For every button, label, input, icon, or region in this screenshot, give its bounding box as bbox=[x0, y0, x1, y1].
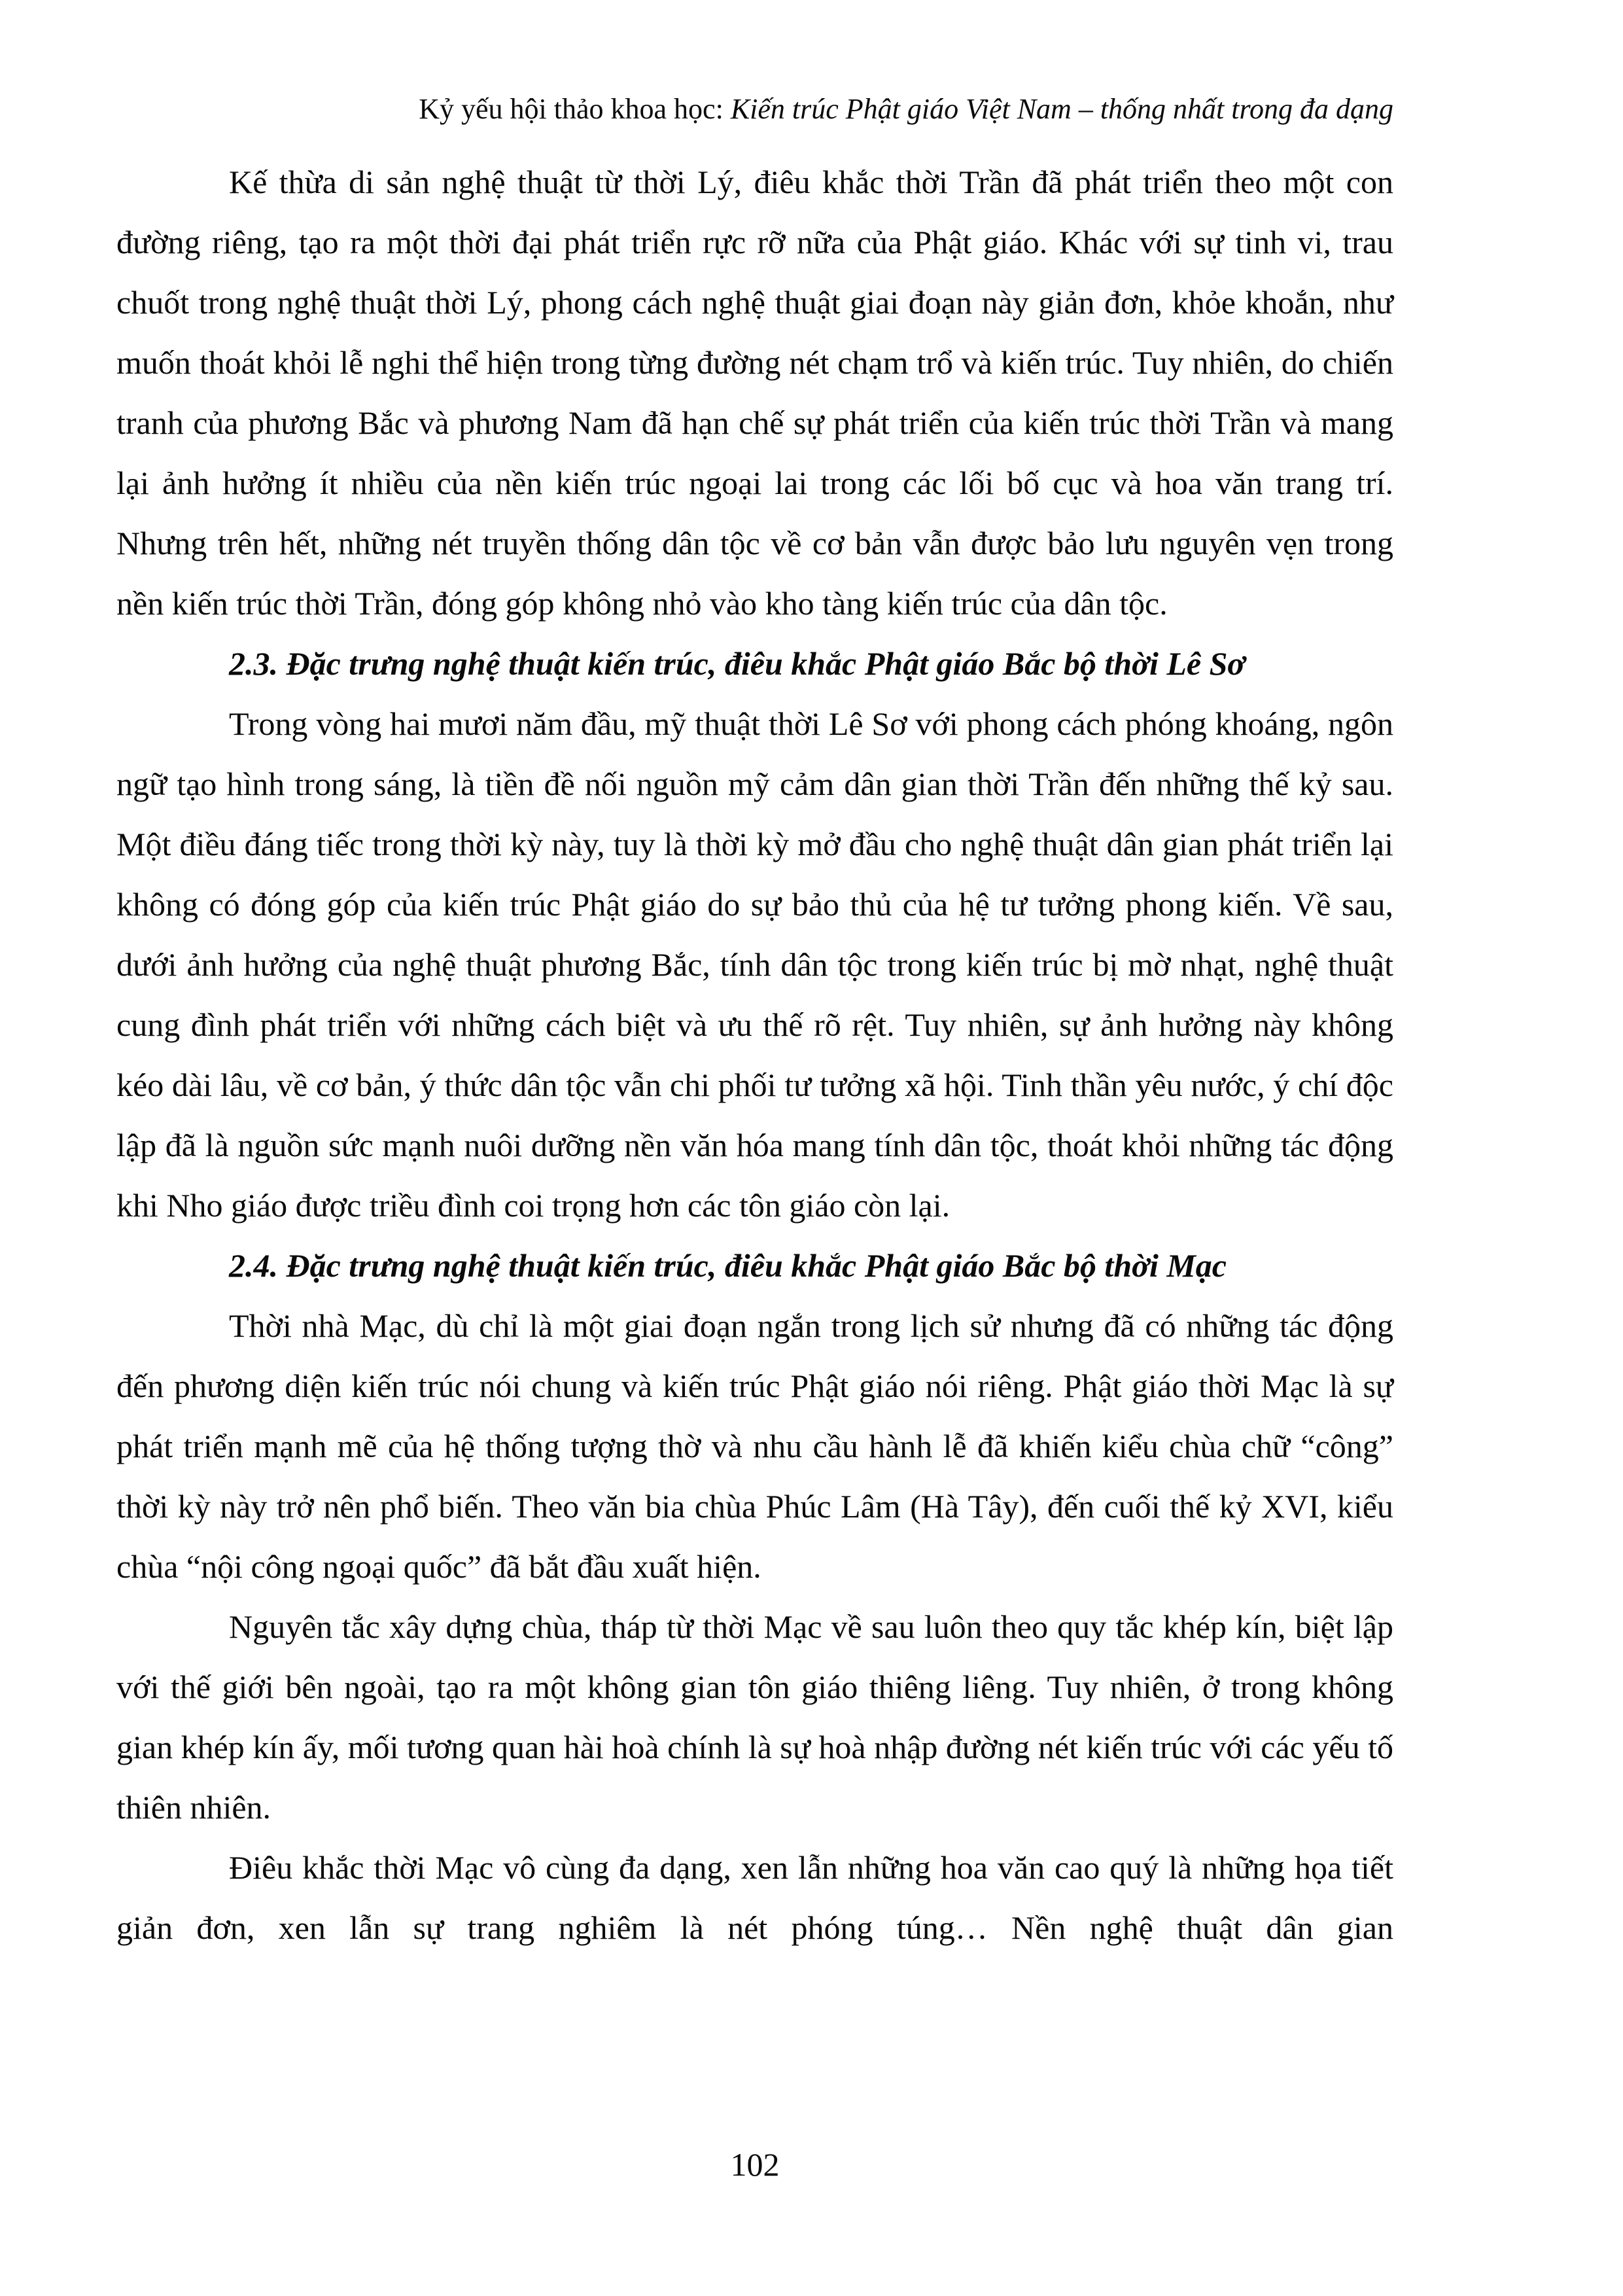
running-header-title: Kiến trúc Phật giáo Việt Nam – thống nhất trong đa dạng bbox=[730, 93, 1393, 125]
paragraph: Thời nhà Mạc, dù chỉ là một giai đoạn ngắn trong lịch sử nhưng đã có những tác động đến phương diện kiến trúc nói chung và kiến trúc Phật giáo nói riêng. Phật giáo thời Mạc là sự phát triển mạnh mẽ của hệ thống tượng thờ và nhu cầu hành lễ đã khiến kiểu chùa chữ “công” thời kỳ này trở nên phổ biến. Theo văn bia chùa Phúc Lâm (Hà Tây), đến cuối thế kỷ XVI, kiểu chùa “nội công ngoại quốc” đã bắt đầu xuất hiện. bbox=[116, 1307, 1393, 1585]
section-heading-2-3: 2.3. Đặc trưng nghệ thuật kiến trúc, điêu khắc Phật giáo Bắc bộ thời Lê Sơ bbox=[229, 645, 1246, 682]
page-footer bbox=[116, 2145, 1393, 2184]
paragraph: Nguyên tắc xây dựng chùa, tháp từ thời Mạc về sau luôn theo quy tắc khép kín, biệt lập với thế giới bên ngoài, tạo ra một không gian tôn giáo thiêng liêng. Tuy nhiên, ở trong không gian khép kín ấy, mối tương quan hài hoà chính là sự hoà nhập đường nét kiến trúc với các yếu tố thiên nhiên. bbox=[116, 1608, 1393, 1826]
page-body-text bbox=[116, 152, 1393, 1958]
page-number: 102 bbox=[730, 2146, 780, 2183]
running-header-prefix: Kỷ yếu hội thảo khoa học: bbox=[419, 93, 731, 125]
paragraph: Trong vòng hai mươi năm đầu, mỹ thuật thời Lê Sơ với phong cách phóng khoáng, ngôn ngữ tạo hình trong sáng, là tiền đề nối nguồn mỹ cảm dân gian thời Trần đến những thế kỷ sau. Một điều đáng tiếc trong thời kỳ này, tuy là thời kỳ mở đầu cho nghệ thuật dân gian phát triển lại không có đóng góp của kiến trúc Phật giáo do sự bảo thủ của hệ tư tưởng phong kiến. Về sau, dưới ảnh hưởng của nghệ thuật phương Bắc, tính dân tộc trong kiến trúc bị mờ nhạt, nghệ thuật cung đình phát triển với những cách biệt và ưu thế rõ rệt. Tuy nhiên, sự ảnh hưởng này không kéo dài lâu, về cơ bản, ý thức dân tộc vẫn chi phối tư tưởng xã hội. Tinh thần yêu nước, ý chí độc lập đã là nguồn sức mạnh nuôi dưỡng nền văn hóa mang tính dân tộc, thoát khỏi những tác động khi Nho giáo được triều đình coi trọng hơn các tôn giáo còn lại. bbox=[116, 705, 1393, 1224]
paragraph: Điêu khắc thời Mạc vô cùng đa dạng, xen lẫn những hoa văn cao quý là những họa tiết giản đơn, xen lẫn sự trang nghiêm là nét phóng túng… Nền nghệ thuật dân gian bbox=[116, 1849, 1393, 1946]
section-heading-2-4: 2.4. Đặc trưng nghệ thuật kiến trúc, điêu khắc Phật giáo Bắc bộ thời Mạc bbox=[229, 1247, 1227, 1284]
running-header bbox=[116, 90, 1393, 128]
paragraph: Kế thừa di sản nghệ thuật từ thời Lý, điêu khắc thời Trần đã phát triển theo một con đường riêng, tạo ra một thời đại phát triển rực rỡ nữa của Phật giáo. Khác với sự tinh vi, trau chuốt trong nghệ thuật thời Lý, phong cách nghệ thuật giai đoạn này giản đơn, khỏe khoắn, như muốn thoát khỏi lễ nghi thể hiện trong từng đường nét chạm trổ và kiến trúc. Tuy nhiên, do chiến tranh của phương Bắc và phương Nam đã hạn chế sự phát triển của kiến trúc thời Trần và mang lại ảnh hưởng ít nhiều của nền kiến trúc ngoại lai trong các lối bố cục và hoa văn trang trí. Nhưng trên hết, những nét truyền thống dân tộc về cơ bản vẫn được bảo lưu nguyên vẹn trong nền kiến trúc thời Trần, đóng góp không nhỏ vào kho tàng kiến trúc của dân tộc. bbox=[116, 164, 1393, 622]
